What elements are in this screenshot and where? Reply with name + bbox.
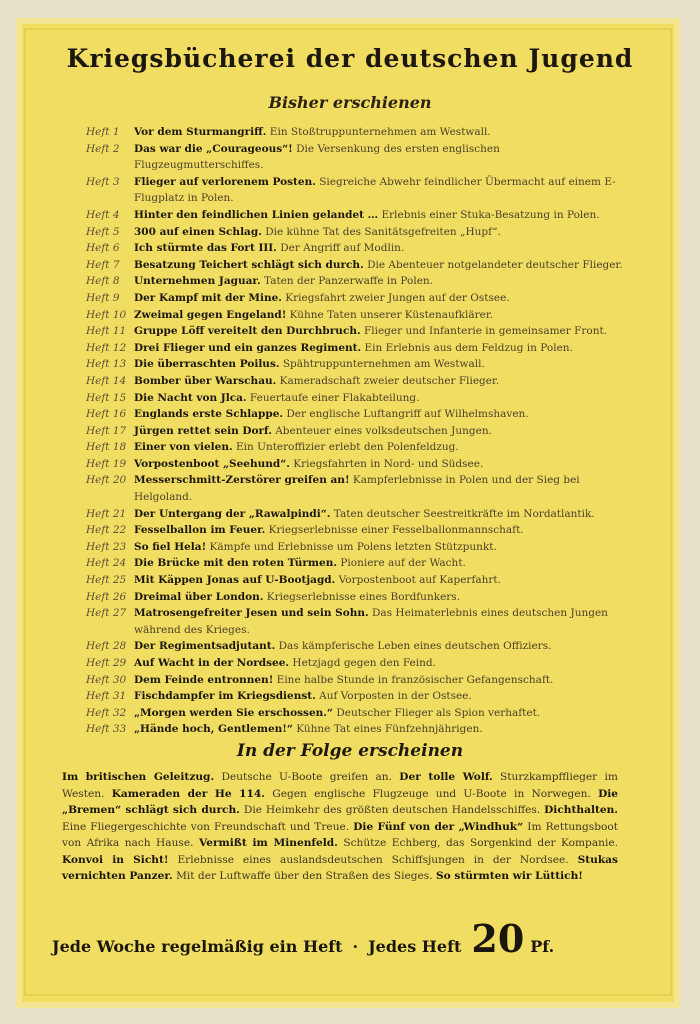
issue-row [86, 240, 626, 257]
issue-row [86, 273, 626, 290]
upcoming-description: Die Heimkehr des größten deutschen Handelsschiffes. [243, 804, 541, 816]
issue-description: Kriegserlebnisse einer Fesselballonmannschaft. [268, 524, 524, 537]
upcoming-description: Mit der Luftwaffe über den Straßen des Sieges. [176, 870, 433, 882]
issue-row [86, 207, 626, 224]
issue-number: Heft 12 [86, 341, 127, 354]
issue-row [86, 605, 626, 638]
issue-number: Heft 8 [86, 275, 120, 288]
issue-title: Zweimal gegen Engeland! [134, 308, 287, 321]
issue-entry [134, 506, 626, 523]
issue-number: Heft 10 [86, 308, 127, 321]
issue-row [86, 406, 626, 423]
issue-number: Heft 27 [86, 607, 127, 620]
issue-row [86, 456, 626, 473]
upcoming-description: Deutsche U-Boote greifen an. [221, 771, 392, 783]
issue-entry [134, 672, 626, 689]
issue-description: Kühne Tat eines Fünfzehnjährigen. [296, 723, 483, 736]
issue-entry [134, 273, 626, 290]
issue-title: Besatzung Teichert schlägt sich durch. [134, 258, 364, 271]
issue-title: Der Kampf mit der Mine. [134, 291, 282, 304]
issue-description: Kriegsfahrten in Nord- und Südsee. [293, 457, 484, 470]
upcoming-title: Dichthalten. [544, 804, 618, 816]
issue-number: Heft 22 [86, 524, 127, 537]
issue-number: Heft 16 [86, 408, 127, 421]
issue-entry [134, 688, 626, 705]
issue-description: Siegreiche Abwehr feindlicher Übermacht auf einem E-Flugplatz in Polen. [134, 175, 616, 205]
issue-description: Vorpostenboot auf Kaperfahrt. [338, 574, 501, 587]
footer-price-label: Jedes Heft [368, 937, 462, 956]
issue-row [86, 555, 626, 572]
issue-number: Heft 17 [86, 424, 127, 437]
issue-row [86, 323, 626, 340]
issue-title: Drei Flieger und ein ganzes Regiment. [134, 341, 362, 354]
issue-description: Taten deutscher Seestreitkräfte im Nordatlantik. [333, 507, 595, 520]
issue-title: „Morgen werden Sie erschossen.“ [134, 706, 333, 719]
issue-entry [134, 224, 626, 241]
issue-number: Heft 32 [86, 706, 127, 719]
issue-row [86, 572, 626, 589]
issue-number: Heft 33 [86, 723, 127, 736]
issue-row [86, 356, 626, 373]
issue-entry [134, 257, 626, 274]
issue-description: Pioniere auf der Wacht. [340, 557, 466, 570]
issue-row [86, 174, 626, 207]
issue-title: Flieger auf verlorenem Posten. [134, 175, 316, 188]
issue-title: 300 auf einen Schlag. [134, 225, 262, 238]
issue-entry [134, 522, 626, 539]
issue-number: Heft 15 [86, 391, 127, 404]
issue-row [86, 506, 626, 523]
issue-title: Der Untergang der „Rawalpindi“. [134, 507, 331, 520]
issue-number: Heft 4 [86, 208, 120, 221]
issue-entry [134, 721, 626, 738]
issue-entry [134, 290, 626, 307]
upcoming-description: Im Rettungsboot von Afrika nach Hause. [62, 820, 618, 849]
upcoming-title: So stürmten wir Lüttich! [435, 870, 583, 882]
issue-number: Heft 5 [86, 225, 120, 238]
upcoming-description: Sturzkampfflieger im Westen. [62, 771, 618, 800]
issue-description: Deutscher Flieger als Spion verhaftet. [336, 706, 541, 719]
issue-number: Heft 23 [86, 540, 127, 553]
issue-number: Heft 24 [86, 557, 127, 570]
issue-row [86, 522, 626, 539]
issue-row [86, 472, 626, 505]
issue-title: Das war die „Courageous“! [134, 142, 293, 155]
issue-description: Kameradschaft zweier deutscher Flieger. [279, 374, 500, 387]
issue-row [86, 439, 626, 456]
issue-title: Vorpostenboot „Seehund“. [134, 457, 290, 470]
issue-number: Heft 13 [86, 358, 127, 371]
issue-title: „Hände hoch, Gentlemen!“ [134, 723, 293, 736]
issue-entry [134, 705, 626, 722]
issue-number: Heft 26 [86, 590, 127, 603]
issue-description: Ein Stoßtruppunternehmen am Westwall. [269, 126, 491, 138]
issue-title: Gruppe Löff vereitelt den Durchbruch. [134, 325, 361, 338]
issue-row [86, 423, 626, 440]
issue-title: Bomber über Warschau. [134, 374, 277, 387]
upcoming-title: Kameraden der He 114. [111, 787, 265, 800]
issue-row [86, 721, 626, 738]
issue-entry [134, 572, 626, 589]
issue-title: So fiel Hela! [134, 540, 207, 553]
issue-title: Auf Wacht in der Nordsee. [134, 657, 290, 669]
issue-description: Die Versenkung des ersten englischen Flugzeugmutterschiffes. [134, 142, 500, 172]
issue-row [86, 257, 626, 274]
issue-row [86, 141, 626, 174]
issue-number: Heft 1 [86, 126, 120, 138]
issue-description: Abenteuer eines volksdeutschen Jungen. [275, 424, 492, 437]
issue-number: Heft 9 [86, 291, 120, 304]
issue-entry [134, 356, 626, 373]
issue-entry [134, 207, 626, 224]
issue-title: Vor dem Sturmangriff. [134, 126, 267, 138]
issue-title: Hinter den feindlichen Linien gelandet … [134, 208, 379, 221]
footer-weekly-text: Jede Woche regelmäßig ein Heft [52, 937, 343, 956]
issue-number: Heft 7 [86, 258, 120, 271]
footer-price-value: 20 [471, 916, 525, 961]
issue-number: Heft 6 [86, 242, 120, 255]
issue-title: Die Brücke mit den roten Türmen. [134, 557, 337, 570]
issue-description: Taten der Panzerwaffe in Polen. [264, 275, 434, 288]
issue-description: Kühne Taten unserer Küstenaufklärer. [289, 308, 494, 321]
issue-title: Ich stürmte das Fort III. [134, 242, 277, 255]
issue-title: Der Regimentsadjutant. [134, 640, 276, 653]
issue-title: Jürgen rettet sein Dorf. [134, 424, 272, 437]
issue-entry [134, 472, 626, 505]
issue-number: Heft 25 [86, 574, 127, 587]
issue-title: Dem Feinde entronnen! [134, 673, 274, 686]
issue-description: Ein Unteroffizier erlebt den Polenfeldzug. [235, 441, 459, 454]
issue-number: Heft 21 [86, 507, 127, 520]
upcoming-title: Der tolle Wolf. [399, 771, 493, 783]
issue-number: Heft 29 [86, 657, 127, 669]
issue-row [86, 290, 626, 307]
issue-description: Auf Vorposten in der Ostsee. [319, 690, 472, 703]
issue-description: Das kämpferische Leben eines deutschen Offiziers. [278, 640, 552, 653]
upcoming-description: Gegen englische Flugzeuge und U-Boote in Norwegen. [272, 787, 591, 800]
issue-number: Heft 31 [86, 690, 127, 703]
issue-title: Mit Käppen Jonas auf U-Bootjagd. [134, 574, 336, 587]
page-title: Kriegsbücherei der deutschen Jugend [66, 44, 634, 73]
issue-description: Kämpfe und Erlebnisse um Polens letzten Stützpunkt. [209, 540, 497, 553]
issue-entry [134, 240, 626, 257]
footer-line [52, 916, 648, 960]
upcoming-title: Stukas vernichten Panzer. [62, 853, 618, 882]
issue-title: Messerschmitt-Zerstörer greifen an! [134, 474, 350, 487]
issue-row [86, 307, 626, 324]
issue-entry [134, 174, 626, 207]
issue-row [86, 655, 626, 672]
issue-entry [134, 323, 626, 340]
issue-number: Heft 3 [86, 175, 120, 188]
issue-entry [134, 390, 626, 407]
issue-number: Heft 30 [86, 673, 127, 686]
issue-entry [134, 141, 626, 174]
issue-description: Ein Erlebnis aus dem Feldzug in Polen. [364, 341, 573, 354]
section-heading-upcoming: In der Folge erscheinen [236, 741, 464, 761]
issue-entry [134, 439, 626, 456]
issue-title: Dreimal über London. [134, 590, 264, 603]
issue-number: Heft 18 [86, 441, 127, 454]
issue-row [86, 124, 626, 141]
issue-number: Heft 2 [86, 142, 120, 155]
issue-entry [134, 589, 626, 606]
issue-description: Eine halbe Stunde in französischer Gefangenschaft. [276, 673, 554, 686]
issue-entry [134, 638, 626, 655]
issue-description: Die kühne Tat des Sanitätsgefreiten „Hupf“. [265, 225, 501, 238]
issue-list [86, 124, 626, 738]
upcoming-description: Erlebnisse eines auslandsdeutschen Schiffsjungen in der Nordsee. [177, 853, 569, 866]
issue-row [86, 224, 626, 241]
issue-description: Kriegsfahrt zweier Jungen auf der Ostsee. [285, 291, 510, 304]
issue-title: Unternehmen Jaguar. [134, 275, 261, 288]
issue-row [86, 589, 626, 606]
issue-title: Die Nacht von Jlca. [134, 391, 247, 404]
issue-entry [134, 655, 626, 672]
issue-title: Matrosengefreiter Jesen und sein Sohn. [134, 607, 369, 620]
footer-price-unit: Pf. [530, 937, 555, 956]
issue-description: Kampferlebnisse in Polen und der Sieg bei Helgoland. [134, 474, 580, 504]
issue-row [86, 390, 626, 407]
issue-description: Spähtruppunternehmen am Westwall. [282, 358, 485, 371]
issue-number: Heft 20 [86, 474, 127, 487]
issue-row [86, 705, 626, 722]
issue-title: Fischdampfer im Kriegsdienst. [134, 690, 316, 703]
issue-row [86, 638, 626, 655]
issue-description: Der englische Luftangriff auf Wilhelmshaven. [286, 408, 529, 421]
issue-description: Flieger und Infanterie in gemeinsamer Front. [363, 325, 608, 338]
upcoming-title: Die „Bremen“ schlägt sich durch. [62, 787, 619, 816]
issue-description: Die Abenteuer notgelandeter deutscher Flieger. [367, 258, 623, 271]
upcoming-description: Eine Fliegergeschichte von Freundschaft und Treue. [62, 820, 350, 833]
issue-entry [134, 406, 626, 423]
upcoming-title: Konvoi in Sicht! [62, 853, 169, 866]
issue-entry [134, 605, 626, 638]
issue-description: Kriegserlebnisse eines Bordfunkers. [266, 590, 461, 603]
issue-entry [134, 539, 626, 556]
issue-title: Fesselballon im Feuer. [134, 524, 266, 537]
issue-title: Englands erste Schlappe. [134, 408, 284, 421]
upcoming-text [62, 769, 618, 885]
issue-number: Heft 11 [86, 325, 127, 338]
issue-description: Erlebnis einer Stuka-Besatzung in Polen. [381, 208, 600, 221]
issue-title: Einer von vielen. [134, 441, 233, 454]
issue-row [86, 373, 626, 390]
issue-row [86, 688, 626, 705]
issue-entry [134, 555, 626, 572]
issue-title: Die überraschten Poilus. [134, 358, 280, 371]
upcoming-title: Im britischen Geleitzug. [62, 771, 215, 783]
issue-number: Heft 28 [86, 640, 127, 653]
issue-entry [134, 340, 626, 357]
issue-description: Feuertaufe einer Flakabteilung. [249, 391, 420, 404]
issue-number: Heft 19 [86, 457, 127, 470]
upcoming-title: Vermißt im Minenfeld. [198, 837, 338, 849]
issue-entry [134, 124, 626, 141]
issue-number: Heft 14 [86, 374, 127, 387]
issue-row [86, 340, 626, 357]
issue-entry [134, 423, 626, 440]
issue-row [86, 672, 626, 689]
issue-entry [134, 456, 626, 473]
footer-separator: · [352, 937, 359, 956]
issue-row [86, 539, 626, 556]
issue-description: Der Angriff auf Modlin. [280, 242, 405, 255]
issue-description: Das Heimaterlebnis eines deutschen Jungen während des Krieges. [134, 607, 608, 636]
issue-entry [134, 307, 626, 324]
issue-entry [134, 373, 626, 390]
issue-description: Hetzjagd gegen den Feind. [292, 657, 436, 669]
section-heading-published: Bisher erschienen [268, 93, 432, 112]
upcoming-title: Die Fünf von der „Windhuk“ [353, 820, 524, 833]
upcoming-description: Schütze Echberg, das Sorgenkind der Kompanie. [343, 837, 618, 849]
